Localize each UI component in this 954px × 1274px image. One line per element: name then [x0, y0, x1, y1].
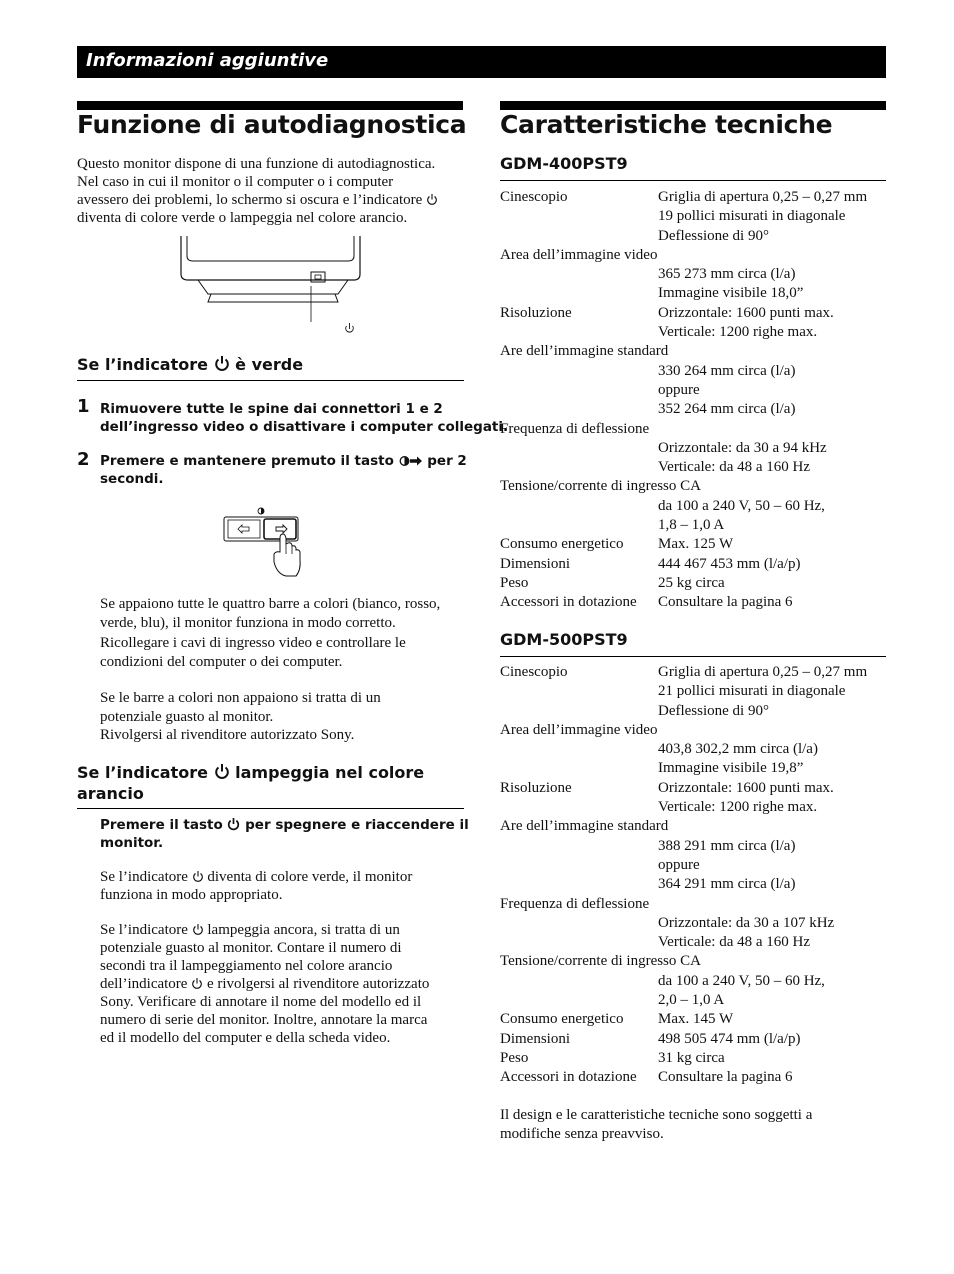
- section-orange-rule: [77, 808, 464, 809]
- spec-label: Cinescopio: [500, 664, 568, 680]
- spec-label: Accessori in dotazione: [500, 1069, 637, 1086]
- spec-value: Verticale: 1200 righe max.: [658, 799, 818, 816]
- spec-row: [500, 856, 890, 875]
- section-green-heading: Se l’indicatore è verde: [77, 355, 304, 374]
- spec-row: [500, 991, 890, 1010]
- power-icon: [192, 870, 204, 883]
- green-result-paragraph-2: Se le barre a colori non appaiono si tratta di un potenziale guasto al monitor. Rivolgersi al rivenditore autorizzato Sony.: [100, 690, 381, 743]
- spec-value: Griglia di apertura 0,25 – 0,27 mm: [658, 664, 868, 680]
- spec-value: Orizzontale: 1600 punti max.: [658, 779, 834, 796]
- section-green-rule: [77, 380, 464, 381]
- spec-row: [500, 246, 890, 265]
- spec-value: Verticale: 1200 righe max.: [658, 324, 818, 341]
- spec-value: 2,0 – 1,0 A: [658, 992, 725, 1009]
- monitor-illustration: [178, 236, 368, 338]
- spec-row: [500, 497, 890, 516]
- spec-row: [500, 593, 890, 612]
- spec-row: [500, 798, 890, 817]
- spec-row: [500, 952, 890, 971]
- spec-label: Cinescopio: [500, 189, 568, 205]
- spec-row: [500, 381, 890, 400]
- spec-row: [500, 400, 890, 419]
- spec-value: Verticale: da 48 a 160 Hz: [658, 459, 811, 476]
- spec-label: Risoluzione: [500, 304, 572, 321]
- spec-label: Dimensioni: [500, 1030, 570, 1047]
- spec-row: [500, 284, 890, 303]
- spec-row: [500, 1030, 890, 1049]
- spec-row: [500, 362, 890, 381]
- intro-paragraph: Questo monitor dispone di una funzione di autodiagnostica. Nel caso in cui il monitor o il computer o i computer avessero dei problemi, lo schermo si oscura e l’indicatore diventa di colore verde o lampeggia nel colore arancio.: [77, 155, 467, 227]
- spec-label: Consumo energetico: [500, 536, 624, 553]
- left-page-title: Funzione di autodiagnostica: [77, 110, 467, 139]
- spec-value: da 100 a 240 V, 50 – 60 Hz,: [658, 497, 825, 514]
- spec-row: [500, 420, 890, 439]
- spec-row: [500, 933, 890, 952]
- section-orange-heading: Se l’indicatore lampeggia nel colore arancio: [77, 763, 425, 803]
- spec-label: Area dell’immagine video: [500, 721, 658, 738]
- power-icon: [214, 355, 230, 372]
- power-icon: [192, 923, 204, 936]
- spec-row: [500, 555, 890, 574]
- spec-row: [500, 1068, 890, 1087]
- spec-label: Peso: [500, 574, 529, 591]
- power-icon: [426, 193, 438, 206]
- spec-value: Orizzontale: da 30 a 107 kHz: [658, 914, 835, 931]
- spec-row: [500, 740, 890, 759]
- spec-value: Griglia di apertura 0,25 – 0,27 mm: [658, 189, 868, 205]
- green-result-paragraph-1: Se appaiono tutte le quattro barre a colori (bianco, rosso, verde, blu), il monitor funziona in modo corretto. Ricollegare i cavi di ingresso video e controllare le condizioni del computer o dei computer.: [100, 596, 441, 670]
- spec-row: [500, 227, 890, 246]
- spec-value: Deflessione di 90°: [658, 702, 769, 719]
- spec-value: 21 pollici misurati in diagonale: [658, 683, 846, 700]
- right-title-rule: [500, 101, 886, 110]
- spec-row: [500, 837, 890, 856]
- spec-value: 444 467 453 mm (l/a/p): [658, 555, 801, 572]
- right-page-title: Caratteristiche tecniche: [500, 110, 833, 139]
- spec-row: [500, 972, 890, 991]
- model-1-heading: GDM-400PST9: [500, 154, 628, 173]
- power-icon: [214, 763, 230, 780]
- spec-row: [500, 477, 890, 496]
- spec-row: [500, 458, 890, 477]
- spec-row: [500, 323, 890, 342]
- left-title-rule: [77, 101, 463, 110]
- spec-value: 330 264 mm circa (l/a): [658, 362, 796, 379]
- model-2-rule: [500, 656, 886, 657]
- spec-label: Tensione/corrente di ingresso CA: [500, 478, 701, 495]
- spec-row: [500, 759, 890, 778]
- model-2-spec-table: [500, 663, 890, 1088]
- spec-row: [500, 875, 890, 894]
- spec-row: [500, 914, 890, 933]
- spec-row: [500, 682, 890, 701]
- spec-value: Max. 125 W: [658, 536, 734, 553]
- step-1-number: 1: [77, 396, 90, 417]
- contrast-arrow-icon: [399, 455, 423, 467]
- power-icon: [191, 977, 203, 990]
- spec-row: [500, 1010, 890, 1029]
- model-1-rule: [500, 180, 886, 181]
- spec-label: Accessori in dotazione: [500, 594, 637, 611]
- spec-row: [500, 439, 890, 458]
- power-icon: [227, 817, 240, 831]
- spec-value: Orizzontale: da 30 a 94 kHz: [658, 439, 827, 456]
- orange-instruction: Premere il tasto per spegnere e riaccendere il monitor.: [100, 817, 469, 851]
- spec-row: [500, 304, 890, 323]
- spec-value: 25 kg circa: [658, 574, 725, 591]
- spec-value: Max. 145 W: [658, 1011, 734, 1028]
- orange-paragraph-2: Se l’indicatore lampeggia ancora, si tratta di un potenziale guasto al monitor. Contare il numero di secondi tra il lampeggiamento nel colore arancio dell’indicatore e rivolgersi al rivenditore autorizzato Sony. Verificare di annotare il nome del modello ed il numero di serie del monitor. Inoltre, annotare la marca ed il modello del computer e della scheda video.: [100, 922, 430, 1046]
- spec-value: Verticale: da 48 a 160 Hz: [658, 934, 811, 951]
- spec-footnote: Il design e le caratteristiche tecniche sono soggetti a modifiche senza preavviso.: [500, 1107, 813, 1142]
- spec-label: Consumo energetico: [500, 1011, 624, 1028]
- spec-value: 31 kg circa: [658, 1049, 725, 1066]
- spec-row: [500, 265, 890, 284]
- spec-row: [500, 663, 890, 682]
- step-2-number: 2: [77, 449, 90, 470]
- spec-value: Immagine visibile 19,8”: [658, 760, 804, 777]
- step-1-text: Rimuovere tutte le spine dai connettori 1 e 2 dell’ingresso video o disattivare i computer collegati.: [100, 401, 509, 435]
- spec-row: [500, 895, 890, 914]
- spec-value: 498 505 474 mm (l/a/p): [658, 1030, 801, 1047]
- spec-label: Dimensioni: [500, 555, 570, 572]
- spec-label: Are dell’immagine standard: [500, 818, 669, 835]
- spec-value: Consultare la pagina 6: [658, 1069, 793, 1086]
- spec-value: 19 pollici misurati in diagonale: [658, 208, 846, 225]
- spec-row: [500, 1049, 890, 1068]
- spec-row: [500, 779, 890, 798]
- button-press-illustration: [222, 504, 306, 578]
- spec-row: [500, 188, 890, 207]
- spec-row: [500, 535, 890, 554]
- spec-value: 403,8 302,2 mm circa (l/a): [658, 741, 818, 758]
- spec-value: da 100 a 240 V, 50 – 60 Hz,: [658, 972, 825, 989]
- spec-value: oppure: [658, 856, 700, 873]
- spec-value: Orizzontale: 1600 punti max.: [658, 304, 834, 321]
- spec-label: Frequenza di deflessione: [500, 420, 650, 437]
- spec-value: 1,8 – 1,0 A: [658, 517, 725, 534]
- spec-label: Area dell’immagine video: [500, 246, 658, 263]
- spec-value: 365 273 mm circa (l/a): [658, 266, 796, 283]
- spec-row: [500, 721, 890, 740]
- spec-value: Immagine visibile 18,0”: [658, 285, 804, 302]
- spec-row: [500, 342, 890, 361]
- spec-label: Are dell’immagine standard: [500, 343, 669, 360]
- spec-value: 364 291 mm circa (l/a): [658, 876, 796, 893]
- spec-row: [500, 702, 890, 721]
- spec-label: Risoluzione: [500, 779, 572, 796]
- section-header-title: Informazioni aggiuntive: [86, 50, 329, 71]
- model-2-heading: GDM-500PST9: [500, 630, 628, 649]
- spec-row: [500, 516, 890, 535]
- spec-row: [500, 817, 890, 836]
- step-2-text: Premere e mantenere premuto il tasto per 2 secondi.: [100, 453, 467, 487]
- spec-row: [500, 207, 890, 226]
- spec-value: oppure: [658, 381, 700, 398]
- spec-value: Deflessione di 90°: [658, 227, 769, 244]
- spec-label: Frequenza di deflessione: [500, 895, 650, 912]
- model-1-spec-table: [500, 188, 890, 613]
- spec-label: Tensione/corrente di ingresso CA: [500, 953, 701, 970]
- spec-value: 388 291 mm circa (l/a): [658, 837, 796, 854]
- spec-label: Peso: [500, 1049, 529, 1066]
- spec-value: 352 264 mm circa (l/a): [658, 401, 796, 418]
- spec-row: [500, 574, 890, 593]
- spec-value: Consultare la pagina 6: [658, 594, 793, 611]
- orange-paragraph-1: Se l’indicatore diventa di colore verde, il monitor funziona in modo appropriato.: [100, 869, 413, 903]
